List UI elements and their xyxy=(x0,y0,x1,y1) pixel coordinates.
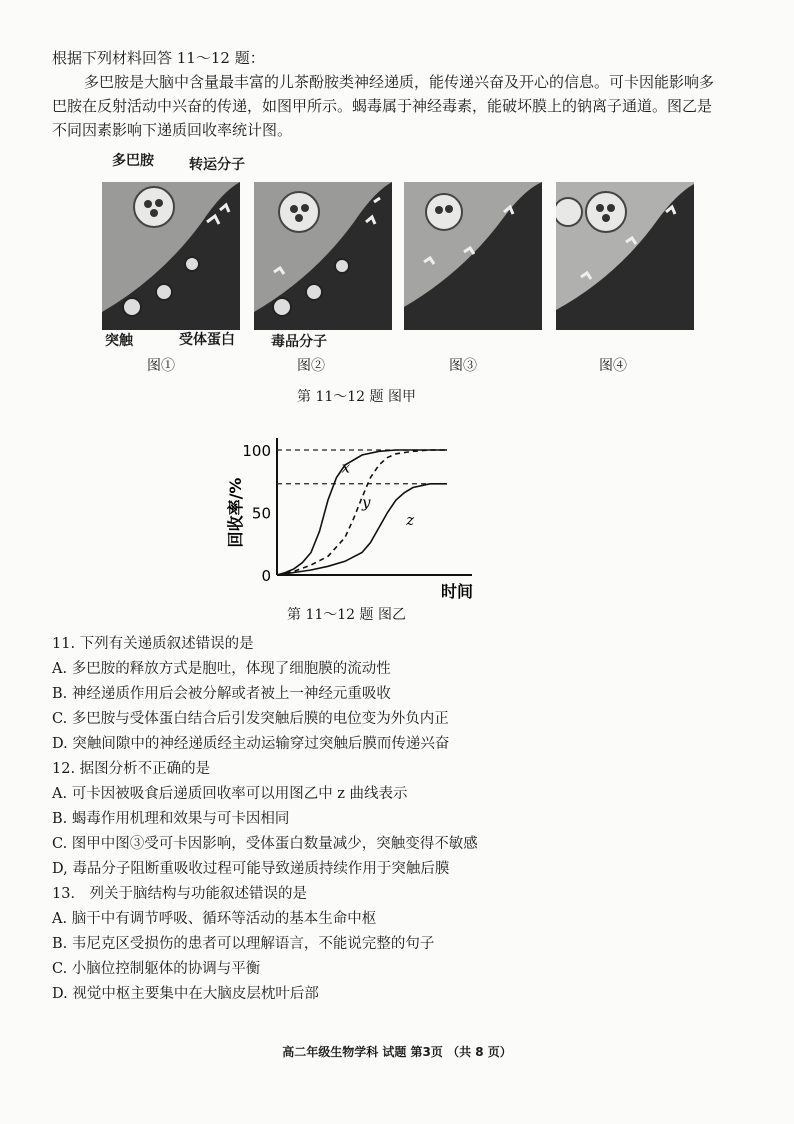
series-x-line xyxy=(277,450,447,575)
x-axis-label: 时间 xyxy=(440,582,474,601)
panel-caption-1: 图① xyxy=(147,358,175,374)
section-intro: 根据下列材料回答 11～12 题： xyxy=(52,49,265,67)
question-12-stem: 12. 据图分析不正确的是 xyxy=(52,761,211,777)
passage-line-3: 不同因素影响下递质回收率统计图。 xyxy=(52,121,293,139)
passage-line-2: 巴胺在反射活动中兴奋的传递，如图甲所示。蝎毒属于神经毒素，能破坏膜上的钠离子通道。图乙是 xyxy=(52,97,713,115)
series-z-label: z xyxy=(406,511,415,529)
figure-a-caption: 第 11～12 题 图甲 xyxy=(297,389,416,405)
question-11-option-d: D. 突触间隙中的神经递质经主动运输穿过突触后膜而传递兴奋 xyxy=(52,736,450,752)
series-y-label: y xyxy=(362,493,371,512)
y-tick-label-2: 100 xyxy=(242,442,271,460)
label-transporter: 转运分子 xyxy=(189,157,245,173)
figure-b-chart xyxy=(215,425,475,605)
label-receptor: 受体蛋白 xyxy=(179,332,235,348)
label-dopamine: 多巴胺 xyxy=(112,153,154,169)
figure-a-panel-3 xyxy=(404,182,542,330)
figure-a-panel-2 xyxy=(254,182,392,330)
series-y-line xyxy=(277,450,447,575)
question-12-option-a: A. 可卡因被吸食后递质回收率可以用图乙中 z 曲线表示 xyxy=(52,786,408,802)
question-13-option-c: C. 小脑位控制躯体的协调与平衡 xyxy=(52,961,261,977)
series-x-label: x xyxy=(341,458,351,477)
page-footer: 高二年级生物学科 试题 第3页 （共 8 页） xyxy=(282,1045,512,1059)
y-tick-label-1: 50 xyxy=(251,504,271,523)
label-synapse: 突触 xyxy=(105,333,133,349)
question-12-option-b: B. 蝎毒作用机理和效果与可卡因相同 xyxy=(52,811,290,827)
question-11-option-b: B. 神经递质作用后会被分解或者被上一神经元重吸收 xyxy=(52,686,391,702)
passage-line-1: 多巴胺是大脑中含量最丰富的儿茶酚胺类神经递质，能传递兴奋及开心的信息。可卡因能影响多 xyxy=(84,73,715,91)
question-13-option-b: B. 韦尼克区受损伤的患者可以理解语言，不能说完整的句子 xyxy=(52,936,435,952)
question-12-option-c: C. 图甲中图③受可卡因影响，受体蛋白数量减少，突触变得不敏感 xyxy=(52,836,478,852)
figure-a-panel-4 xyxy=(556,182,694,330)
figure-b-caption: 第 11～12 题 图乙 xyxy=(287,607,406,623)
question-12-option-d: D, 毒品分子阻断重吸收过程可能导致递质持续作用于突触后膜 xyxy=(52,861,450,877)
question-13-option-a: A. 脑干中有调节呼吸、循环等活动的基本生命中枢 xyxy=(52,911,377,927)
figure-a xyxy=(102,182,692,330)
question-13-option-d: D. 视觉中枢主要集中在大脑皮层枕叶后部 xyxy=(52,986,319,1002)
panel-caption-2: 图② xyxy=(297,358,325,374)
panel-caption-3: 图③ xyxy=(449,358,477,374)
label-drug: 毒品分子 xyxy=(271,334,327,350)
question-11-option-a: A. 多巴胺的释放方式是胞吐，体现了细胞膜的流动性 xyxy=(52,661,391,677)
question-11-option-c: C. 多巴胺与受体蛋白结合后引发突触后膜的电位变为外负内正 xyxy=(52,711,449,727)
question-13-stem: 13． 列关于脑结构与功能叙述错误的是 xyxy=(52,886,308,902)
y-tick-label-0: 0 xyxy=(261,567,271,585)
y-axis-label: 回收率/% xyxy=(226,477,245,548)
figure-a-panel-1 xyxy=(102,182,240,330)
question-11-stem: 11. 下列有关递质叙述错误的是 xyxy=(52,636,254,652)
panel-caption-4: 图④ xyxy=(599,358,627,374)
